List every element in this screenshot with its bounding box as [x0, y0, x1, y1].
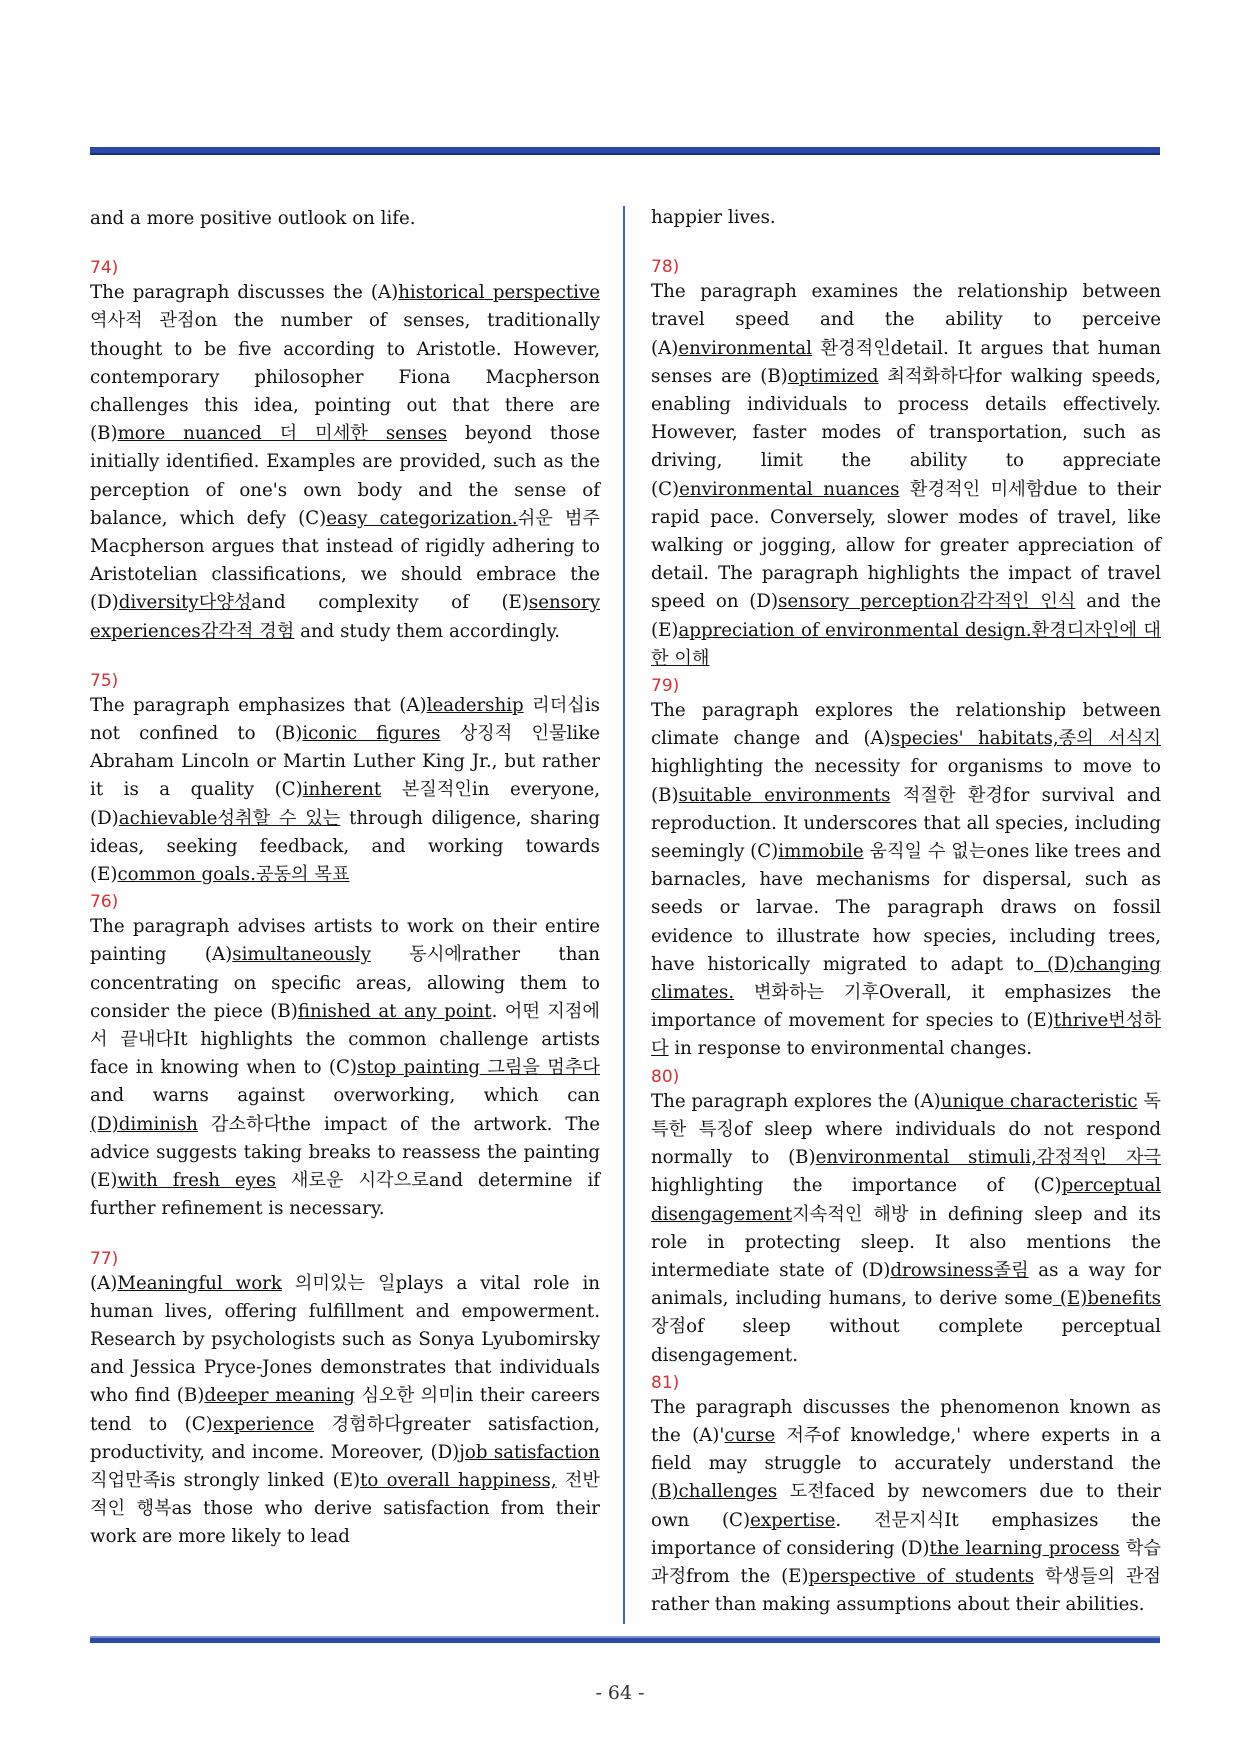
question-number-78: 78) [651, 257, 680, 278]
question-number-81: 81) [651, 1372, 680, 1393]
answer-paragraph-81: The paragraph discusses the phenomenon known as the (A)'curse 저주of knowledge,' where experts in a field may struggle to accurately understand the (B)challenges 도전faced by newcomers due to their own (C)expertise. 전문지식It emphasizes the importance of considering (D)the learning process 학습과정from the (E)perspective of students 학생들의 관점 rather than making assumptions about their abilities. [651, 1396, 1161, 1616]
question-number-75: 75) [90, 670, 119, 691]
right-column [651, 204, 1161, 1619]
question-number-80: 80) [651, 1066, 680, 1087]
left-column [90, 205, 600, 1552]
header-rule [90, 147, 1160, 155]
answer-paragraph-75: The paragraph emphasizes that (A)leadership 리더십is not confined to (B)iconic figures 상징적 인물like Abraham Lincoln or Martin Luther King Jr., but rather it is a quality (C)inherent 본질적인in everyone, (D)achievable성취할 수 있는 through diligence, sharing ideas, seeking feedback, and working towards (E)common goals.공동의 목표 [90, 694, 601, 886]
column-divider [623, 206, 625, 1624]
footer-rule [90, 1636, 1160, 1643]
question-number-74: 74) [90, 258, 119, 279]
page-number: - 64 - [595, 1682, 645, 1704]
continued-text: and a more positive outlook on life. [90, 208, 416, 229]
question-number-76: 76) [90, 892, 119, 913]
answer-paragraph-80: The paragraph explores the (A)unique characteristic 독특한 특징of sleep where individuals do not respond normally to (B)environmental stimuli,감정적인 자극 highlighting the importance of (C)perceptual disengagement지속적인 해방 in defining sleep and its role in protecting sleep. It also mentions the intermediate state of (D)drowsiness졸림 as a way for animals, including humans, to derive some (E)benefits 장점of sleep without complete perceptual disengagement. [651, 1090, 1162, 1366]
answer-paragraph-77: (A)Meaningful work 의미있는 일plays a vital role in human lives, offering fulfillment and empowerment. Research by psychologists such as Sonya Lyubomirsky and Jessica Pryce-Jones demonstrates that individuals who find (B)deeper meaning 심오한 의미in their careers tend to (C)experience 경험하다greater satisfaction, productivity, and income. Moreover, (D)job satisfaction 직업만족is strongly linked (E)to overall happiness, 전반적인 행복as those who derive satisfaction from their work are more likely to lead [90, 1272, 600, 1548]
answer-paragraph-78: The paragraph examines the relationship between travel speed and the ability to perceive (A)environmental 환경적인detail. It argues that human senses are (B)optimized 최적화하다for walking speeds, enabling individuals to process details effectively. However, faster modes of transportation, such as driving, limit the ability to appreciate (C)environmental nuances 환경적인 미세함due to their rapid pace. Conversely, slower modes of travel, like walking or jogging, allow for greater appreciation of detail. The paragraph highlights the impact of travel speed on (D)sensory perception감각적인 인식 and the (E)appreciation of environmental design.환경디자인에 대한 이해 [651, 281, 1161, 669]
answer-paragraph-74: The paragraph discusses the (A)historical perspective 역사적 관점on the number of senses, traditionally thought to be five according to Aristotle. However, contemporary philosopher Fiona Macpherson challenges this idea, pointing out that there are (B)more nuanced 더 미세한 senses beyond those initially identified. Examples are provided, such as the perception of one's own body and the sense of balance, which defy (C)easy categorization.쉬운 범주 Macpherson argues that instead of rigidly adhering to Aristotelian classifications, we should embrace the (D)diversity다양성and complexity of (E)sensory experiences감각적 경험 and study them accordingly. [90, 282, 601, 642]
continued-text: happier lives. [651, 207, 776, 228]
answer-paragraph-79: The paragraph explores the relationship between climate change and (A)species' habitats,종의 서식지 highlighting the necessity for organisms to move to (B)suitable environments 적절한 환경for survival and reproduction. It underscores that all species, including seemingly (C)immobile 움직일 수 없는ones like trees and barnacles, have mechanisms for dispersal, such as seeds or larvae. The paragraph draws on fossil evidence to illustrate how species, including trees, have historically migrated to adapt to (D)changing climates. 변화하는 기후Overall, it emphasizes the importance of movement for species to (E)thrive번성하다 in response to environmental changes. [651, 700, 1162, 1060]
question-number-77: 77) [90, 1248, 119, 1269]
question-number-79: 79) [651, 676, 680, 697]
answer-paragraph-76: The paragraph advises artists to work on their entire painting (A)simultaneously 동시에rather than concentrating on specific areas, allowing them to consider the piece (B)finished at any point. 어떤 지점에서 끝내다It highlights the common challenge artists face in knowing when to (C)stop painting 그림을 멈추다and warns against overworking, which can (D)diminish 감소하다the impact of the artwork. The advice suggests taking breaks to reassess the painting (E)with fresh eyes 새로운 시각으로and determine if further refinement is necessary. [90, 916, 600, 1220]
